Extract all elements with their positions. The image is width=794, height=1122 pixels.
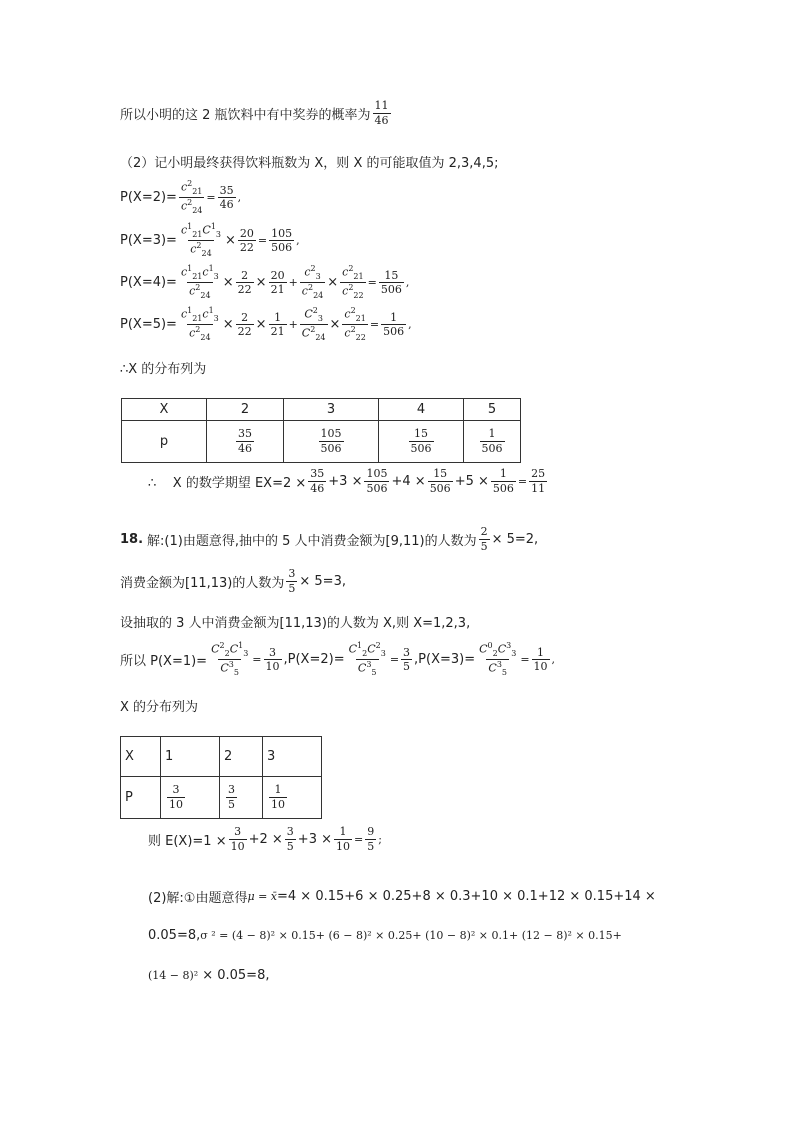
table-cell: 4 (379, 399, 464, 421)
fraction: $\frac{1}{506}$ (492, 467, 514, 495)
result-fraction: $\frac{15}{506}$ (380, 268, 402, 297)
fraction: $\frac{2}{5}$ (480, 525, 488, 553)
table-cell: $\frac{15}{506}$ (379, 421, 464, 463)
text: 则 E(X)=1 × (148, 833, 227, 849)
line-p-x5 (120, 307, 412, 342)
combination-fraction: $\frac{c^2_{21}}{c^2_{22}}$ (342, 264, 364, 301)
table-row (121, 777, 322, 819)
line-q18-a (120, 526, 538, 552)
times: × (255, 275, 267, 291)
semicolon: ; (378, 832, 382, 846)
table-cell: $\frac{35}{46}$ (207, 421, 284, 463)
text: ,P(X=2)= (283, 652, 345, 668)
fraction: $\frac{3}{10}$ (265, 645, 280, 674)
fraction: $\frac{105}{506}$ (366, 467, 388, 495)
fraction: $\frac{11}{46}$ (374, 99, 389, 127)
text: 所以 P(X=1)= (120, 654, 208, 670)
equals: = (389, 653, 400, 667)
text: 消费金额为[11,13)的人数为 (120, 575, 285, 591)
table-row (121, 737, 322, 777)
result-fraction: $\frac{9}{5}$ (367, 825, 375, 853)
line-part2-mu (148, 887, 656, 906)
result-fraction: $\frac{105}{506}$ (271, 226, 293, 255)
table-cell: 5 (464, 399, 521, 421)
fraction: $\frac{3}{5}$ (286, 825, 294, 853)
question-number: 18. (120, 531, 144, 547)
result-fraction: $\frac{1}{506}$ (383, 310, 405, 339)
combination-fraction: $\frac{C^2_2C^1_3}{C^3_5}$ (211, 641, 249, 678)
fraction: $\frac{3}{10}$ (230, 825, 245, 853)
line-p-x4 (120, 265, 409, 300)
combination-fraction: $\frac{c^2_{21}}{c^2_{22}}$ (344, 306, 366, 343)
comma: , (237, 191, 242, 205)
line-expectation (148, 468, 549, 494)
fraction: $\frac{20}{22}$ (239, 226, 254, 255)
combination-fraction: $\frac{C^2_3}{C^2_{24}}$ (301, 306, 326, 343)
table-cell: 3 (263, 737, 322, 777)
line-part2-sigma (148, 928, 622, 943)
fraction: $\frac{20}{21}$ (270, 268, 285, 297)
table-cell: $\frac{105}{506}$ (284, 421, 379, 463)
equals: = (206, 191, 216, 205)
combination-fraction: $\frac{c^1_{21}c^1_3}{c^2_{24}}$ (180, 306, 219, 343)
times: × (222, 317, 234, 333)
variance-formula: σ ² = (4 − 8)² × 0.15+ (6 − 8)² × 0.25+ (10 − 8)² × 0.1+ (12 − 8)² × 0.15+ (200, 929, 622, 942)
text: +5 × (454, 473, 489, 489)
combination-fraction: $\frac{c^1_{21}c^1_3}{c^2_{24}}$ (180, 264, 219, 301)
comma: , (408, 318, 412, 332)
line-part2-intro (120, 152, 498, 171)
line-q18-c (120, 612, 470, 631)
equals: = (252, 653, 262, 667)
mu-symbol: μ = x̄ (247, 890, 278, 903)
combination-fraction: $\frac{c^1_{21}C^1_3}{c^2_{24}}$ (180, 222, 222, 259)
text: +3 × (328, 473, 363, 489)
text: X 的分布列为 (120, 700, 199, 715)
combination-fraction: $\frac{C^0_2C^3_3}{C^3_5}$ (479, 641, 517, 678)
times: × (225, 233, 236, 249)
table-row (122, 399, 521, 421)
text: ∴ X 的数学期望 EX=2 × (148, 475, 307, 491)
plus: + (288, 276, 298, 290)
combination-fraction: $\frac{c^2_3}{c^2_{24}}$ (301, 264, 324, 301)
line-q18-e (120, 696, 198, 715)
lhs: P(X=3)= (120, 233, 177, 249)
text: 所以小明的这 2 瓶饮料中有中奖券的概率为 (120, 107, 371, 123)
table-cell: X (121, 737, 161, 777)
plus: + (288, 318, 298, 332)
text: × 5=2, (491, 531, 539, 547)
lhs: P(X=5)= (120, 317, 177, 333)
table-cell: 2 (220, 737, 263, 777)
line-dist-intro (120, 358, 206, 377)
line-probability-result (120, 100, 393, 126)
equals: = (517, 474, 528, 488)
distribution-table-1 (121, 398, 521, 463)
times: × (327, 275, 339, 291)
fraction: $\frac{1}{21}$ (270, 310, 285, 339)
times: × (329, 317, 341, 333)
table-cell: $\frac{3}{5}$ (220, 777, 263, 819)
text: (2)解:①由题意得 (148, 891, 248, 906)
fraction: $\frac{3}{5}$ (288, 567, 296, 595)
equals: = (369, 318, 380, 332)
formula: (14 − 8)² (148, 969, 199, 982)
combination-fraction: $\frac{c^2_{21}}{c^2_{24}}$ (180, 179, 203, 216)
table-cell: 3 (284, 399, 379, 421)
fraction: $\frac{15}{506}$ (429, 467, 451, 495)
lhs: P(X=2)= (120, 190, 177, 206)
table-row (122, 421, 521, 463)
text: （2）记小明最终获得饮料瓶数为 X，则 X 的可能取值为 2,3,4,5; (120, 156, 499, 171)
line-ex2 (148, 826, 382, 852)
lhs: P(X=4)= (120, 275, 177, 291)
times: × (255, 317, 267, 333)
line-part2-tail (148, 968, 269, 983)
fraction: $\frac{1}{10}$ (336, 825, 350, 853)
text: +3 × (297, 831, 332, 847)
text: 设抽取的 3 人中消费金额为[11,13)的人数为 X,则 X=1,2,3, (120, 616, 471, 631)
comma: , (405, 276, 410, 290)
table-cell: $\frac{1}{10}$ (263, 777, 322, 819)
combination-fraction: $\frac{C^1_2C^2_3}{C^3_5}$ (348, 641, 386, 678)
fraction: $\frac{2}{22}$ (237, 310, 252, 339)
equals: = (367, 276, 377, 290)
line-q18-b (120, 568, 346, 594)
comma: , (551, 653, 556, 667)
text: 解:(1)由题意得,抽中的 5 人中消费金额为[9,11)的人数为 (147, 533, 477, 549)
table-cell: P (121, 777, 161, 819)
table-cell: p (122, 421, 207, 463)
fraction: $\frac{35}{46}$ (310, 467, 325, 495)
times: × (222, 275, 234, 291)
table-cell: 2 (207, 399, 284, 421)
comma: , (296, 234, 300, 248)
text: +4 × (391, 473, 426, 489)
equals: = (257, 234, 268, 248)
text: 0.05=8, (148, 928, 201, 943)
equals: = (520, 653, 530, 667)
table-cell: X (122, 399, 207, 421)
text: =4 × 0.15+6 × 0.25+8 × 0.3+10 × 0.1+12 × 0.15+14 × (277, 889, 656, 904)
text: × 0.05=8, (202, 968, 270, 983)
table-cell: 1 (161, 737, 220, 777)
result-fraction: $\frac{25}{11}$ (531, 467, 546, 495)
fraction: $\frac{3}{5}$ (403, 645, 411, 674)
line-p-x2 (120, 180, 241, 215)
text: ,P(X=3)= (414, 652, 476, 668)
text: × 5=3, (299, 573, 346, 589)
text: ∴X 的分布列为 (120, 362, 207, 377)
line-p-x3 (120, 223, 300, 258)
distribution-table-2 (120, 736, 322, 819)
equals: = (354, 832, 364, 846)
result-fraction: $\frac{35}{46}$ (219, 183, 234, 212)
fraction: $\frac{2}{22}$ (237, 268, 252, 297)
table-cell: $\frac{1}{506}$ (464, 421, 521, 463)
line-q18-d (120, 642, 555, 677)
table-cell: $\frac{3}{10}$ (161, 777, 220, 819)
text: +2 × (248, 831, 283, 847)
fraction: $\frac{1}{10}$ (533, 645, 548, 674)
